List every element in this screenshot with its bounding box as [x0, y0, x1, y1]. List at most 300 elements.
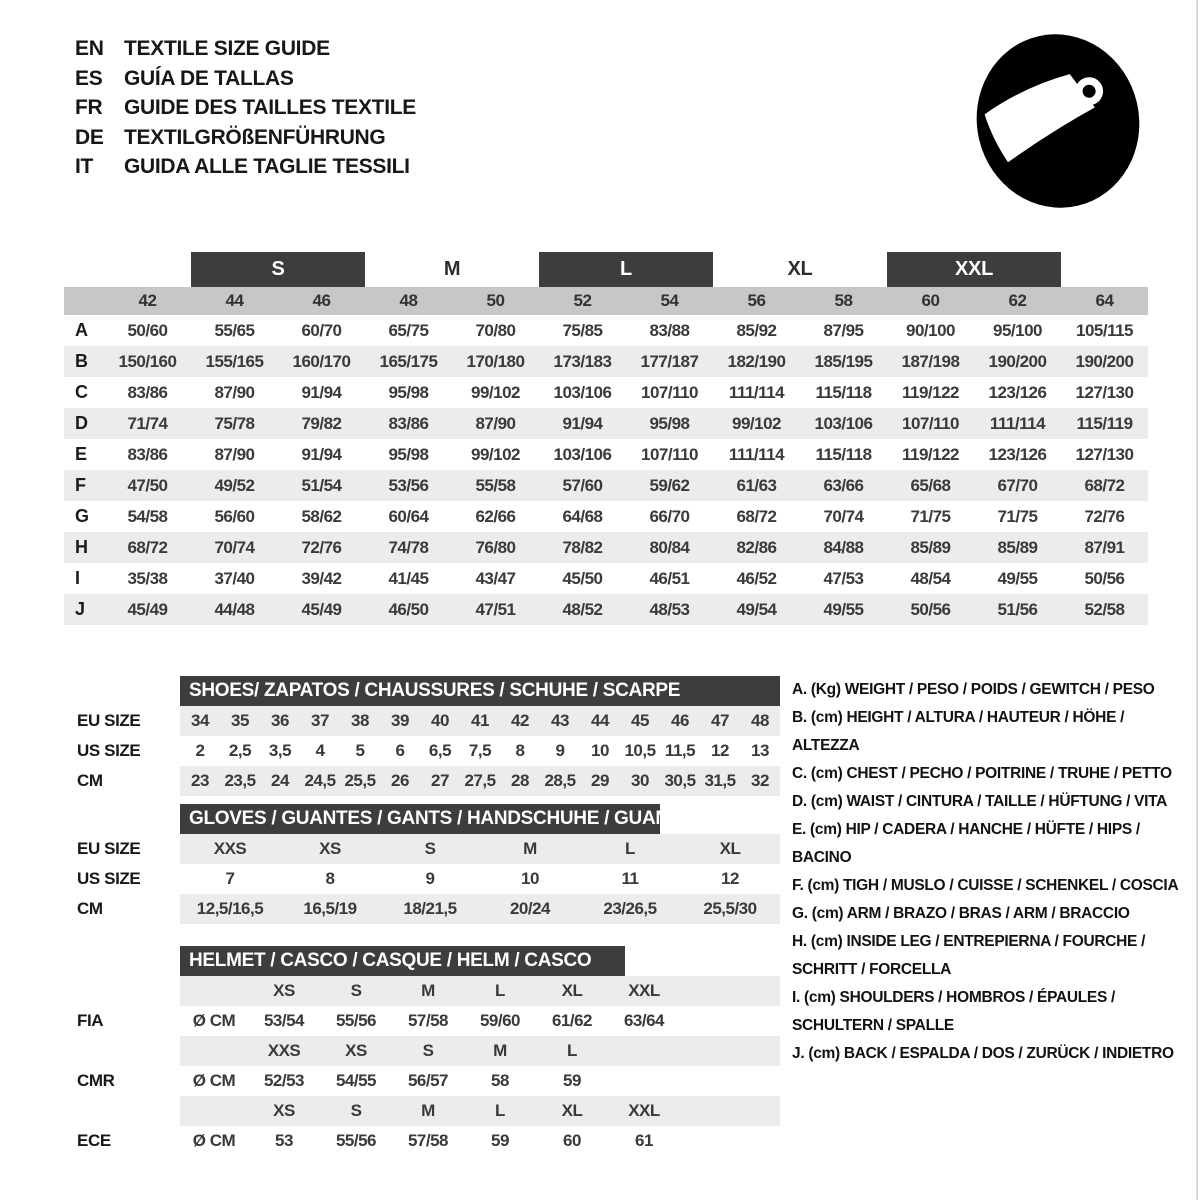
cell-value: 31,5 [704, 771, 736, 790]
size-value: 165/175 [379, 351, 438, 371]
cell-value: XL [719, 839, 741, 858]
size-value: 103/106 [814, 413, 873, 433]
cell-value: 11 [621, 869, 639, 888]
cell-value: 8 [515, 741, 525, 760]
cell-value: 29 [591, 771, 609, 790]
cell-value: L [625, 839, 635, 858]
cell-value: M [523, 839, 537, 858]
racing-helmet-icon [952, 24, 1164, 214]
cell-value: 39 [391, 711, 409, 730]
size-value: 76/80 [475, 537, 516, 557]
helmet-value: 57/58 [407, 1131, 449, 1150]
size-value: 84/88 [823, 537, 864, 557]
helmet-sizes-row-cmr [64, 1036, 780, 1066]
legend-item-d: D. (cm) WAIST / CINTURA / TAILLE / HÜFTUNG / VITA [792, 793, 1168, 810]
cell-value: 45 [631, 711, 649, 730]
size-value: 56/60 [214, 506, 255, 526]
language-row-it [75, 152, 416, 182]
helmet-value: 55/56 [335, 1011, 377, 1030]
page-edge-divider [1196, 0, 1198, 1200]
language-title: TEXTILE SIZE GUIDE [124, 37, 330, 60]
cell-value: 46 [671, 711, 689, 730]
size-value: 59/62 [649, 475, 690, 495]
cell-value: 9 [425, 869, 435, 888]
size-value: 72/76 [1084, 506, 1125, 526]
size-row-eu-size [64, 834, 780, 864]
column-header-50: 50 [486, 291, 505, 310]
size-value: 57/60 [562, 475, 603, 495]
cell-value: 36 [271, 711, 289, 730]
diameter-label: Ø CM [192, 1131, 236, 1150]
helmet-size: XL [561, 1101, 583, 1120]
size-value: 90/100 [906, 320, 955, 340]
size-value: 87/90 [214, 444, 255, 464]
size-value: 103/106 [553, 444, 612, 464]
textile-row-h [64, 532, 1148, 563]
gloves-table-body [64, 834, 780, 924]
size-value: 119/122 [901, 382, 959, 402]
column-header-46: 46 [312, 291, 331, 310]
cell-value: 35 [231, 711, 249, 730]
size-value: 65/75 [388, 320, 429, 340]
size-value: 49/52 [214, 475, 255, 495]
cell-value: 47 [711, 711, 729, 730]
shoes-table-title: SHOES/ ZAPATOS / CHAUSSURES / SCHUHE / SCARPE [180, 676, 780, 706]
cell-value: 23,5 [224, 771, 256, 790]
size-value: 182/190 [727, 351, 786, 371]
size-value: 49/55 [823, 599, 864, 619]
size-value: 60/64 [388, 506, 429, 526]
cell-value: 34 [191, 711, 209, 730]
language-title-list [75, 34, 416, 182]
size-row-us-size [64, 864, 780, 894]
size-value: 71/74 [127, 413, 168, 433]
size-value: 74/78 [388, 537, 429, 557]
language-row-de [75, 123, 416, 153]
language-row-en [75, 34, 416, 64]
helmet-value: 63/64 [623, 1011, 665, 1030]
helmet-size: XXL [628, 1101, 660, 1120]
size-value: 87/95 [823, 320, 864, 340]
helmet-size: XXL [628, 981, 660, 1000]
cell-value: 48 [751, 711, 769, 730]
size-value: 71/75 [910, 506, 951, 526]
helmet-size: XL [561, 981, 583, 1000]
row-cells [180, 1006, 780, 1036]
cell-value: 23 [191, 771, 209, 790]
size-value: 51/54 [301, 475, 342, 495]
size-value: 35/38 [127, 568, 168, 588]
language-code: FR [75, 96, 103, 119]
size-value: 155/165 [205, 351, 264, 371]
size-value: 48/52 [562, 599, 603, 619]
cell-value: 5 [355, 741, 365, 760]
legend-item-c: C. (cm) CHEST / PECHO / POITRINE / TRUHE / PETTO [792, 765, 1172, 782]
size-value: 70/74 [214, 537, 255, 557]
cell-value: 28 [511, 771, 529, 790]
row-cells [180, 894, 780, 924]
row-cells [180, 736, 780, 766]
language-title: GUÍA DE TALLAS [124, 66, 294, 90]
helmet-value: 61 [635, 1131, 653, 1150]
helmet-value: 59 [563, 1071, 581, 1090]
size-value: 127/130 [1075, 444, 1134, 464]
cell-value: 27,5 [464, 771, 496, 790]
size-value: 68/72 [127, 537, 168, 557]
cell-value: 8 [325, 869, 335, 888]
row-label: CM [77, 899, 103, 918]
row-letter: H [75, 537, 88, 557]
size-value: 187/198 [901, 351, 960, 371]
size-value: 107/110 [640, 382, 698, 402]
size-value: 127/130 [1075, 382, 1134, 402]
size-value: 52/58 [1084, 599, 1125, 619]
helmet-value: 55/56 [335, 1131, 377, 1150]
cell-value: 38 [351, 711, 369, 730]
cell-value: 27 [431, 771, 449, 790]
row-letter: B [75, 351, 88, 371]
size-value: 43/47 [475, 568, 516, 588]
size-value: 80/84 [649, 537, 690, 557]
size-value: 44/48 [214, 599, 255, 619]
helmet-value: 58 [491, 1071, 509, 1090]
language-code: IT [75, 155, 94, 178]
shoes-table-body [64, 706, 780, 796]
textile-row-a [64, 315, 1148, 346]
size-value: 70/74 [823, 506, 864, 526]
diameter-label: Ø CM [192, 1011, 236, 1030]
cell-value: 25,5 [344, 771, 376, 790]
cell-value: 30 [631, 771, 649, 790]
size-value: 64/68 [562, 506, 603, 526]
size-value: 115/118 [815, 444, 872, 464]
language-title: TEXTILGRÖßENFÜHRUNG [124, 125, 386, 149]
helmet-value: 59 [491, 1131, 509, 1150]
size-value: 67/70 [997, 475, 1038, 495]
cell-value: 44 [591, 711, 609, 730]
size-value: 119/122 [901, 444, 959, 464]
column-header-60: 60 [921, 291, 940, 310]
size-group-xxl: XXL [887, 252, 1061, 287]
textile-row-f [64, 470, 1148, 501]
size-value: 75/85 [562, 320, 603, 340]
helmet-size: M [421, 981, 435, 1000]
size-value: 177/187 [640, 351, 699, 371]
helmet-table-title: HELMET / CASCO / CASQUE / HELM / CASCO [180, 946, 625, 976]
cell-value: 12 [721, 869, 739, 888]
size-value: 65/68 [910, 475, 951, 495]
legend-item-g: G. (cm) ARM / BRAZO / BRAS / ARM / BRACCIO [792, 905, 1130, 922]
legend-item-a: A. (Kg) WEIGHT / PESO / POIDS / GEWITCH / PESO [792, 681, 1155, 698]
size-value: 71/75 [997, 506, 1038, 526]
helmet-values-row-fia [64, 1006, 780, 1036]
size-value: 107/110 [901, 413, 959, 433]
size-value: 68/72 [736, 506, 777, 526]
helmet-value: 54/55 [335, 1071, 377, 1090]
textile-row-c [64, 377, 1148, 408]
size-value: 48/54 [910, 568, 951, 588]
size-value: 46/50 [388, 599, 429, 619]
cell-value: 26 [391, 771, 409, 790]
cell-value: 3,5 [268, 741, 292, 760]
size-value: 37/40 [214, 568, 255, 588]
helmet-value: 59/60 [479, 1011, 521, 1030]
size-value: 50/56 [1084, 568, 1125, 588]
helmet-value: 52/53 [263, 1071, 305, 1090]
column-header-42: 42 [138, 291, 157, 310]
size-value: 91/94 [301, 382, 342, 402]
size-value: 53/56 [388, 475, 429, 495]
cell-value: 23/26,5 [603, 899, 657, 918]
cell-value: 18/21,5 [403, 899, 457, 918]
size-value: 83/88 [649, 320, 690, 340]
helmet-size: L [567, 1041, 577, 1060]
size-value: 78/82 [562, 537, 603, 557]
size-value: 111/114 [728, 444, 785, 464]
size-value: 83/86 [127, 444, 168, 464]
cell-value: 9 [555, 741, 565, 760]
column-header-62: 62 [1008, 291, 1027, 310]
row-label: CM [77, 771, 103, 790]
row-label: EU SIZE [77, 839, 141, 858]
size-value: 66/70 [649, 506, 690, 526]
textile-row-i [64, 563, 1148, 594]
size-value: 75/78 [214, 413, 255, 433]
cell-value: 30,5 [664, 771, 696, 790]
size-value: 190/200 [988, 351, 1047, 371]
size-value: 170/180 [466, 351, 525, 371]
size-value: 68/72 [1084, 475, 1125, 495]
size-value: 173/183 [553, 351, 612, 371]
legend-item-e: E. (cm) HIP / CADERA / HANCHE / HÜFTE / HIPS / BACINO [792, 821, 1140, 866]
helmet-value: 61/62 [551, 1011, 593, 1030]
helmet-value: 57/58 [407, 1011, 449, 1030]
cell-value: 32 [751, 771, 769, 790]
legend-item-h: H. (cm) INSIDE LEG / ENTREPIERNA / FOURCHE / SCHRITT / FORCELLA [792, 933, 1146, 978]
size-value: 95/98 [388, 444, 429, 464]
cell-value: 41 [471, 711, 489, 730]
helmet-value: 60 [563, 1131, 581, 1150]
legend-item-i: I. (cm) SHOULDERS / HOMBROS / ÉPAULES / SCHULTERN / SPALLE [792, 989, 1116, 1034]
size-value: 95/98 [649, 413, 690, 433]
size-value: 87/90 [214, 382, 255, 402]
cell-value: 12 [711, 741, 729, 760]
gloves-table-title: GLOVES / GUANTES / GANTS / HANDSCHUHE / GUANTI [180, 804, 660, 834]
size-value: 115/118 [815, 382, 872, 402]
size-value: 47/51 [475, 599, 516, 619]
cell-value: 12,5/16,5 [196, 899, 264, 918]
size-group-header-row [64, 252, 1148, 287]
helmet-size: L [495, 1101, 505, 1120]
size-value: 72/76 [301, 537, 342, 557]
column-header-54: 54 [660, 291, 679, 310]
row-cells [180, 1066, 780, 1096]
size-value: 47/50 [127, 475, 168, 495]
textile-row-b [64, 346, 1148, 377]
size-value: 54/58 [127, 506, 168, 526]
textile-size-table [64, 252, 1148, 625]
size-value: 99/102 [471, 382, 520, 402]
cell-value: 13 [751, 741, 769, 760]
helmet-size: XS [273, 1101, 295, 1120]
size-value: 150/160 [118, 351, 177, 371]
textile-row-d [64, 408, 1148, 439]
helmet-sizes-row-ece [64, 1096, 780, 1126]
language-row-fr [75, 93, 416, 123]
helmet-values-row-cmr [64, 1066, 780, 1096]
helmet-size: XS [273, 981, 295, 1000]
row-letter: D [75, 413, 88, 433]
size-number-band [64, 287, 1148, 315]
cell-value: S [424, 839, 436, 858]
textile-row-j [64, 594, 1148, 625]
cell-value: 10 [591, 741, 609, 760]
legend-item-b: B. (cm) HEIGHT / ALTURA / HAUTEUR / HÖHE / ALTEZZA [792, 709, 1125, 754]
helmet-size: L [495, 981, 505, 1000]
size-value: 45/49 [301, 599, 342, 619]
row-label: US SIZE [77, 741, 141, 760]
language-title: GUIDA ALLE TAGLIE TESSILI [124, 155, 410, 178]
size-value: 95/100 [993, 320, 1042, 340]
row-cells [180, 834, 780, 864]
size-value: 50/60 [127, 320, 168, 340]
helmet-size: M [493, 1041, 507, 1060]
cell-value: 37 [311, 711, 329, 730]
cell-value: 10 [521, 869, 539, 888]
legend-item-f: F. (cm) TIGH / MUSLO / CUISSE / SCHENKEL / COSCIA [792, 877, 1179, 894]
row-label [64, 976, 180, 1006]
size-value: 185/195 [814, 351, 873, 371]
cell-value: 2,5 [228, 741, 252, 760]
helmet-value: 53/54 [263, 1011, 305, 1030]
language-title: GUIDE DES TAILLES TEXTILE [124, 96, 416, 119]
size-value: 60/70 [301, 320, 342, 340]
size-value: 190/200 [1075, 351, 1134, 371]
cell-value: 40 [431, 711, 449, 730]
size-value: 46/51 [649, 568, 690, 588]
size-value: 82/86 [736, 537, 777, 557]
row-letter: E [75, 444, 88, 464]
column-header-52: 52 [573, 291, 592, 310]
size-value: 41/45 [388, 568, 429, 588]
size-row-cm [64, 894, 780, 924]
helmet-value: 53 [275, 1131, 293, 1150]
size-value: 47/53 [823, 568, 864, 588]
size-value: 111/114 [989, 413, 1046, 433]
size-group-l: L [539, 252, 713, 287]
size-value: 91/94 [301, 444, 342, 464]
size-value: 91/94 [562, 413, 603, 433]
size-value: 48/53 [649, 599, 690, 619]
column-header-48: 48 [399, 291, 418, 310]
helmet-table-body [64, 976, 780, 1156]
row-cells [180, 1126, 780, 1156]
measurement-legend [792, 676, 1194, 1068]
language-code: EN [75, 37, 104, 60]
size-value: 49/54 [736, 599, 777, 619]
helmet-size: XS [345, 1041, 367, 1060]
size-value: 79/82 [301, 413, 342, 433]
row-letter: I [75, 568, 81, 588]
size-value: 99/102 [732, 413, 781, 433]
cell-value: 7 [225, 869, 235, 888]
size-value: 70/80 [475, 320, 516, 340]
textile-table-body [64, 315, 1148, 625]
size-value: 95/98 [388, 382, 429, 402]
size-value: 61/63 [736, 475, 777, 495]
helmet-size: XXS [267, 1041, 301, 1060]
column-header-44: 44 [225, 291, 244, 310]
size-row-us-size [64, 736, 780, 766]
helmet-values-row-ece [64, 1126, 780, 1156]
language-code: ES [75, 66, 103, 90]
cell-value: 20/24 [509, 899, 551, 918]
size-value: 103/106 [553, 382, 612, 402]
size-value: 105/115 [1075, 320, 1133, 340]
size-value: 87/90 [475, 413, 516, 433]
helmet-size: S [350, 1101, 362, 1120]
size-value: 45/49 [127, 599, 168, 619]
cell-value: 2 [195, 741, 205, 760]
row-letter: C [75, 382, 88, 402]
size-row-cm [64, 766, 780, 796]
column-header-64: 64 [1095, 291, 1114, 310]
size-value: 85/89 [910, 537, 951, 557]
size-value: 85/89 [997, 537, 1038, 557]
cell-value: 6,5 [428, 741, 452, 760]
size-value: 123/126 [988, 382, 1047, 402]
size-value: 45/50 [562, 568, 603, 588]
size-value: 46/52 [736, 568, 777, 588]
size-value: 123/126 [988, 444, 1047, 464]
size-value: 63/66 [823, 475, 864, 495]
language-code: DE [75, 125, 104, 149]
size-value: 62/66 [475, 506, 516, 526]
cell-value: 43 [551, 711, 569, 730]
textile-row-g [64, 501, 1148, 532]
row-letter: G [75, 506, 90, 526]
row-label [64, 1036, 180, 1066]
cell-value: 7,5 [468, 741, 492, 760]
row-cells [180, 976, 780, 1006]
size-value: 83/86 [127, 382, 168, 402]
row-cells [180, 766, 780, 796]
row-label: US SIZE [77, 869, 141, 888]
row-letter: F [75, 475, 86, 495]
standard-label: FIA [77, 1011, 104, 1030]
cell-value: XS [319, 839, 341, 858]
size-group-m: M [443, 258, 461, 280]
size-value: 55/65 [214, 320, 255, 340]
cell-value: 25,5/30 [703, 899, 757, 918]
size-value: 85/92 [736, 320, 777, 340]
size-value: 87/91 [1084, 537, 1125, 557]
size-value: 55/58 [475, 475, 516, 495]
column-header-58: 58 [834, 291, 853, 310]
size-value: 49/55 [997, 568, 1038, 588]
cell-value: 10,5 [624, 741, 656, 760]
cell-value: 24 [271, 771, 289, 790]
row-label: EU SIZE [77, 711, 141, 730]
standard-label: CMR [77, 1071, 115, 1090]
size-value: 83/86 [388, 413, 429, 433]
standard-label: ECE [77, 1131, 111, 1150]
helmet-size: M [421, 1101, 435, 1120]
cell-value: 11,5 [664, 741, 696, 760]
cell-value: 28,5 [544, 771, 576, 790]
cell-value: XXS [213, 839, 247, 858]
size-value: 99/102 [471, 444, 520, 464]
